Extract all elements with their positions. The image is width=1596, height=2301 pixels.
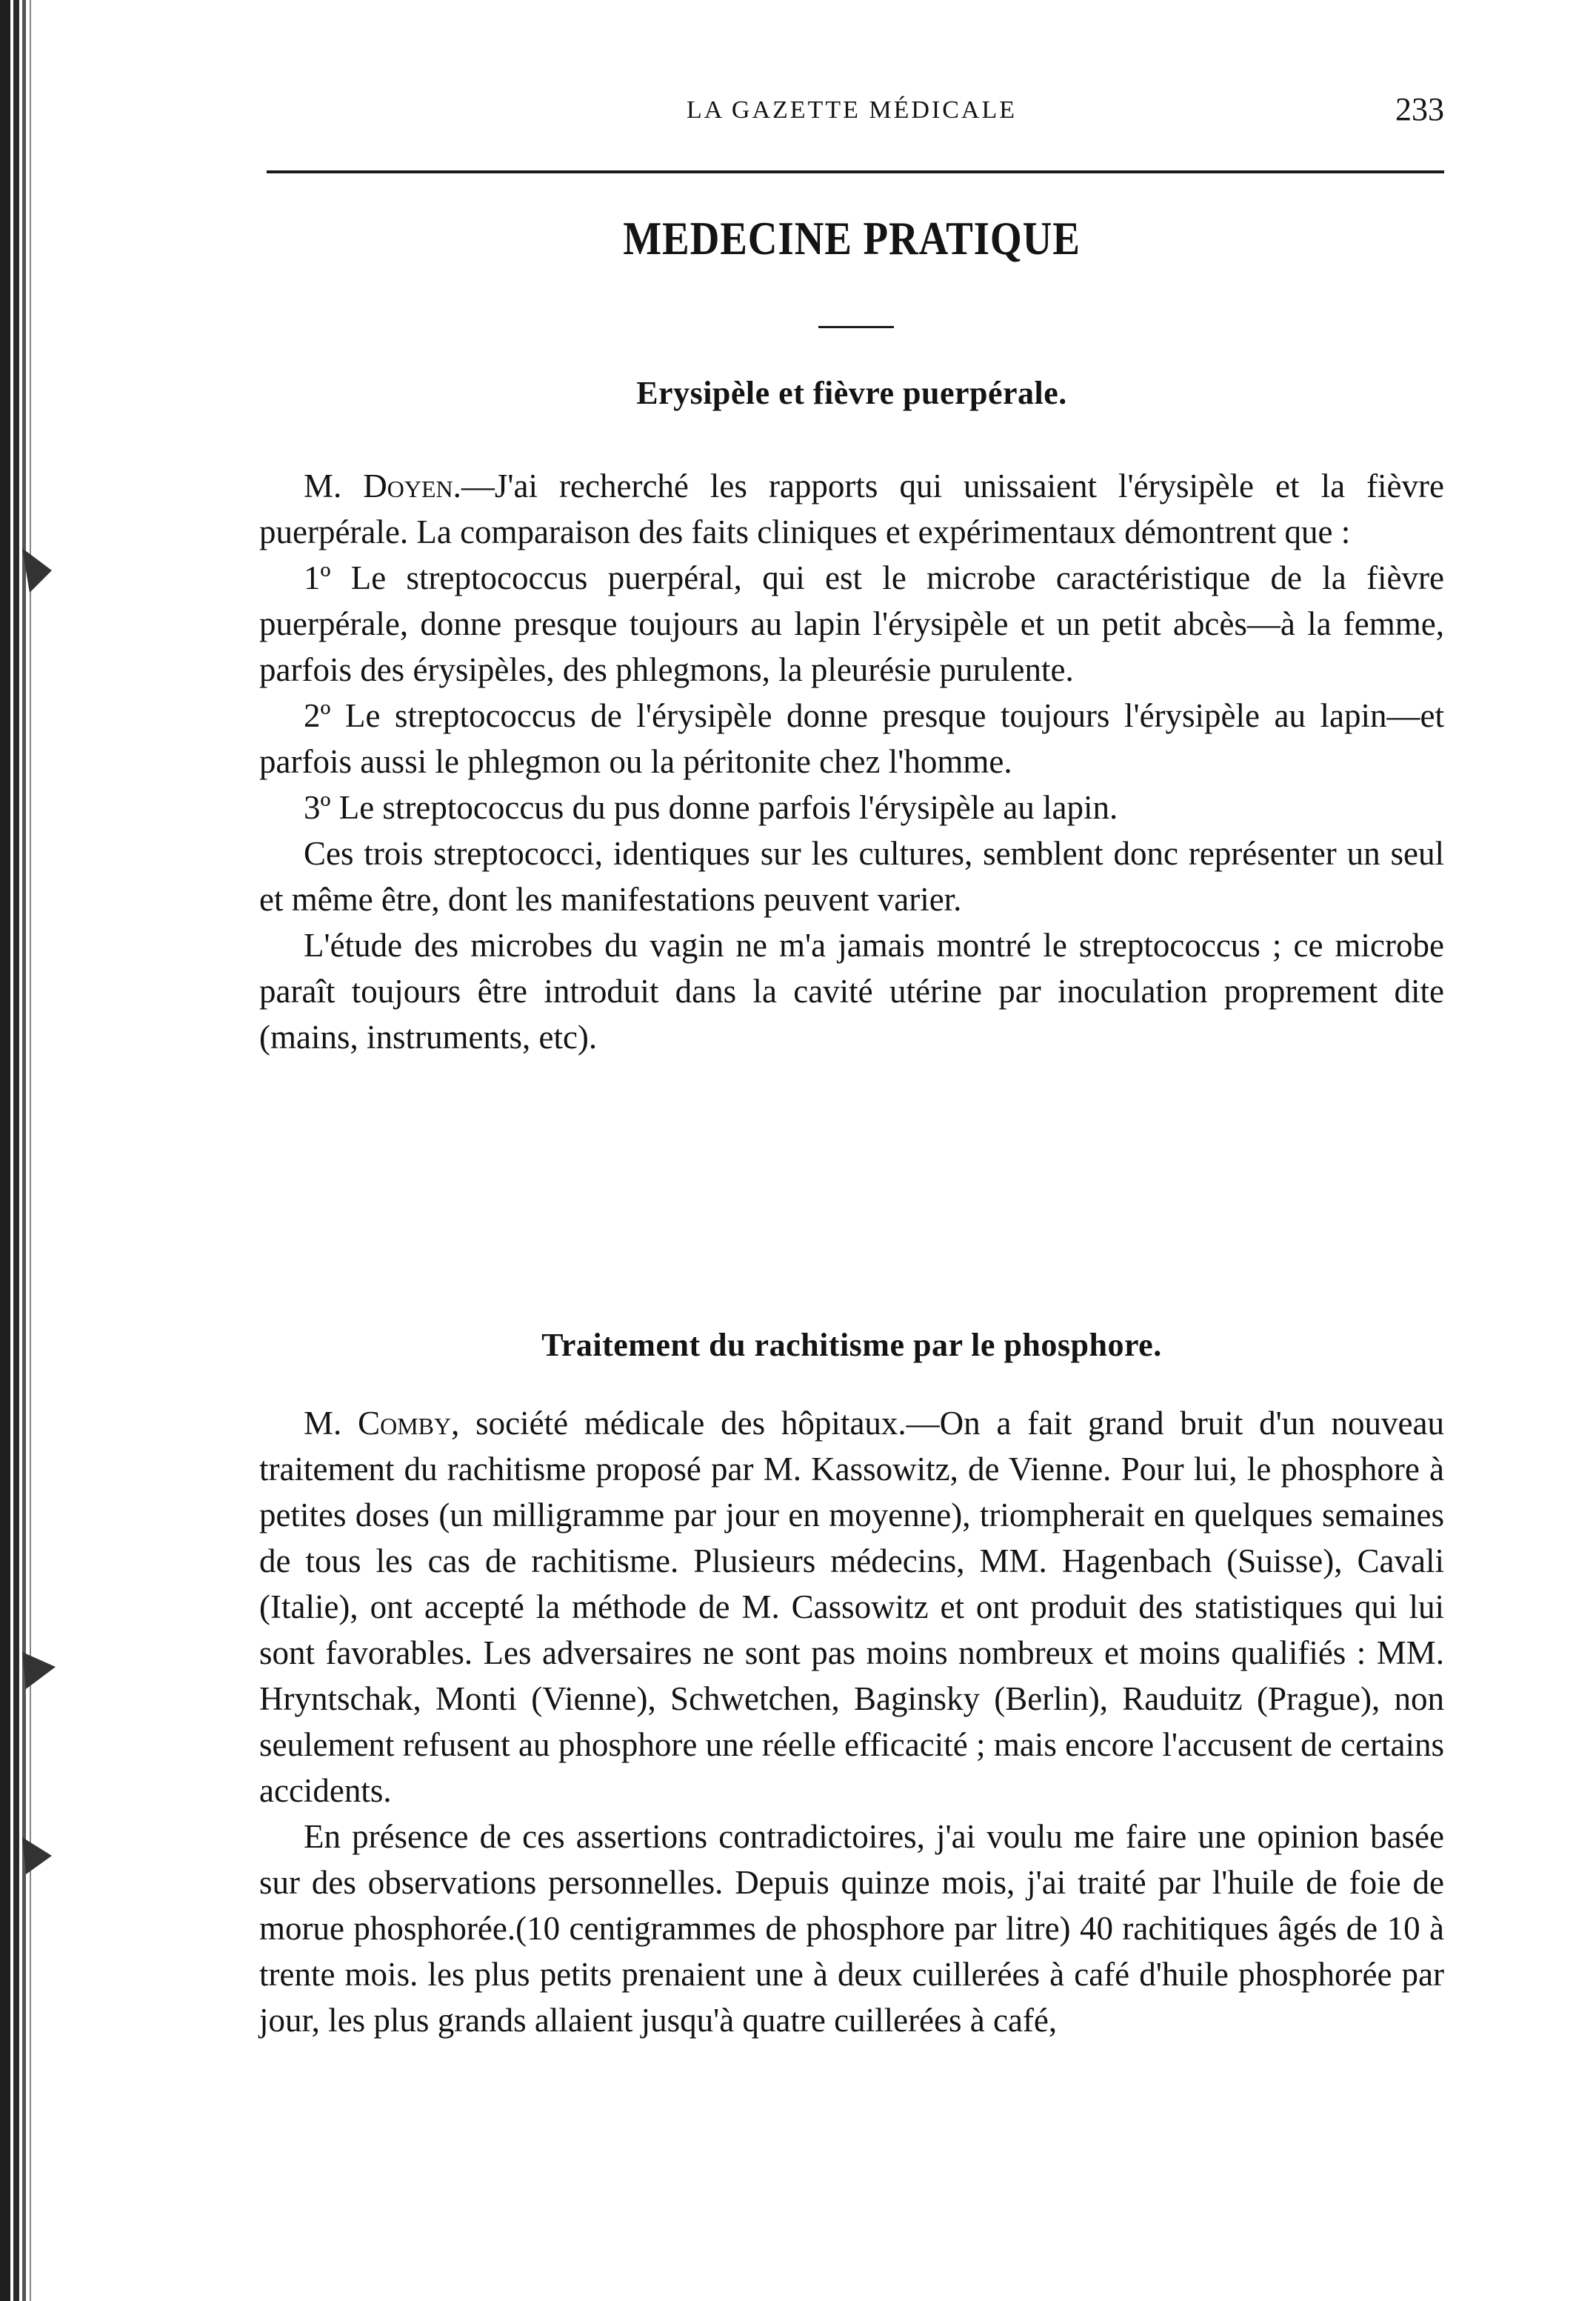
paragraph — [259, 463, 1444, 555]
paragraph: 1º Le streptococcus puerpéral, qui est le microbe caractéristique de la fièvre puerpérale, donne presque toujours au lapin l'érysipèle et un petit abcès—à la femme, parfois des érysipèles, des phlegmons, la pleurésie purulente. — [259, 559, 1444, 688]
document-page — [259, 0, 1444, 2301]
paragraph: L'étude des microbes du vagin ne m'a jamais montré le streptococcus ; ce microbe paraît toujours être introduit dans la cavité utérine par inoculation proprement dite (mains, instruments, etc). — [259, 927, 1444, 1056]
speaker-name: M. Doyen. — [304, 467, 461, 505]
paragraph — [259, 1400, 1444, 1814]
paragraph-text: société médicale des hôpitaux.—On a fait grand bruit d'un nouveau traitement du rachitisme proposé par M. Kassowitz, de Vienne. Pour lui, le phosphore à petites doses (un milligramme par jour en moyenne), triompherait en quelques semaines de tous les cas de rachitisme. Plusieurs médecins, MM. Hagenbach (Suisse), Cavali (Italie), ont accepté la méthode de M. Cassowitz et ont produit des statistiques qui lui sont favorables. Les adversaires ne sont pas moins nombreux et moins qualifiés : MM. Hryntschak, Monti (Vienne), Schwetchen, Baginsky (Berlin), Rauduitz (Prague), non seulement refusent au phosphore une réelle efficacité ; mais encore l'accusent de certains accidents. — [259, 1405, 1444, 1809]
journal-title: LA GAZETTE MÉDICALE — [686, 96, 1018, 124]
header-rule — [267, 170, 1444, 173]
paragraph: 3º Le streptococcus du pus donne parfois l'érysipèle au lapin. — [304, 789, 1118, 826]
page-number: 233 — [1395, 91, 1444, 127]
article-body-rachitisme — [259, 1400, 1444, 2043]
article-body-erysipele — [259, 463, 1444, 1060]
paragraph: Ces trois streptococci, identiques sur les cultures, semblent donc représenter un seul et même être, dont les manifestations peuvent varier. — [259, 835, 1444, 918]
article-heading-rachitisme: Traitement du rachitisme par le phosphore. — [541, 1327, 1162, 1363]
running-head — [259, 87, 1444, 132]
article-heading-erysipele: Erysipèle et fièvre puerpérale. — [636, 375, 1067, 411]
section-title: MEDECINE PRATIQUE — [623, 212, 1081, 264]
section-divider — [818, 326, 894, 328]
speaker-name: M. Comby, — [304, 1405, 460, 1442]
paragraph: 2º Le streptococcus de l'érysipèle donne presque toujours l'érysipèle au lapin—et parfois aussi le phlegmon ou la péritonite chez l'homme. — [259, 697, 1444, 780]
paragraph-text: —J'ai recherché les rapports qui unissaient l'érysipèle et la fièvre puerpérale. La comparaison des faits cliniques et expérimentaux démontrent que : — [259, 467, 1444, 550]
binding-edge-shadow — [0, 0, 67, 2301]
paragraph: En présence de ces assertions contradictoires, j'ai voulu me faire une opinion basée sur des observations personnelles. Depuis quinze mois, j'ai traité par l'huile de foie de morue phosphorée.(10 centigrammes de phosphore par litre) 40 rachitiques âgés de 10 à trente mois. les plus petits prenaient une à deux cuillerées à café d'huile phosphorée par jour, les plus grands allaient jusqu'à quatre cuillerées à café, — [259, 1818, 1444, 2039]
